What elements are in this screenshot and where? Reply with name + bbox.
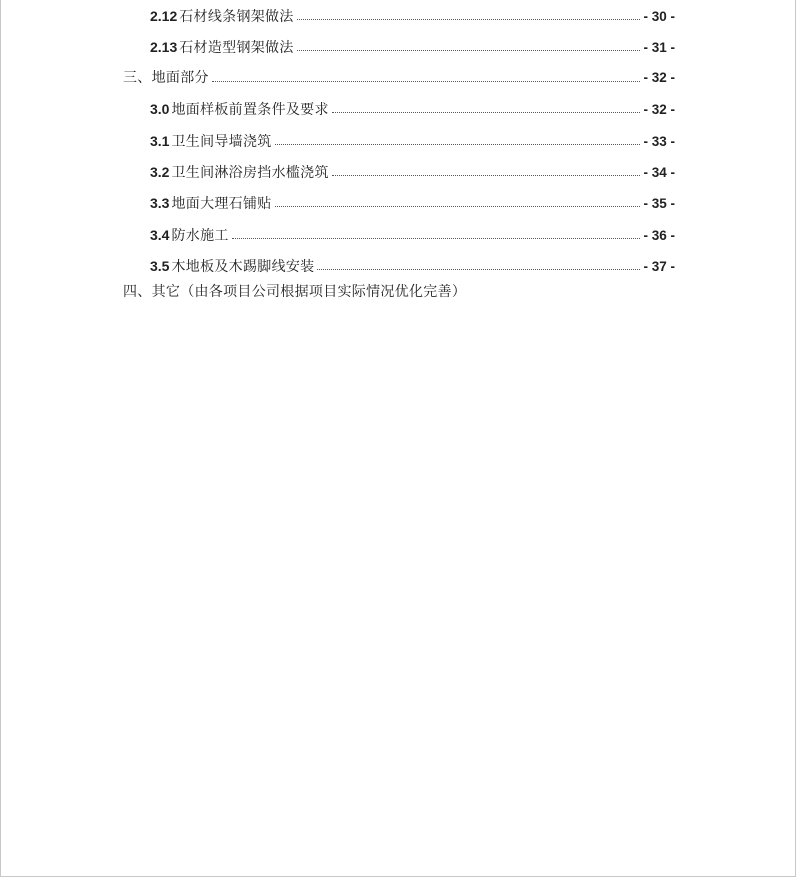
toc-entry-2-13[interactable]	[150, 36, 675, 58]
toc-dot-leader	[275, 143, 641, 145]
toc-page-number: - 37 -	[643, 259, 675, 274]
toc-page-number: - 30 -	[643, 9, 675, 24]
toc-entry-number: 2.13	[150, 39, 178, 55]
toc-page-number: - 32 -	[643, 70, 675, 85]
toc-entry-title: 石材线条钢架做法	[179, 9, 294, 25]
toc-entry-3-2[interactable]	[150, 161, 675, 183]
toc-dot-leader	[332, 111, 641, 113]
toc-entry-title: 防水施工	[171, 228, 229, 244]
toc-entry-title: 卫生间导墙浇筑	[171, 134, 272, 150]
toc-entry-3-1[interactable]	[150, 130, 675, 152]
toc-section-title: 三、地面部分	[123, 70, 209, 86]
toc-entry-3-0[interactable]	[150, 98, 675, 120]
toc-entry-number: 3.0	[150, 101, 170, 117]
toc-entry-title: 地面样板前置条件及要求	[171, 102, 329, 118]
toc-entry-3-3[interactable]	[150, 192, 675, 214]
toc-entry-title: 卫生间淋浴房挡水槛浇筑	[171, 165, 329, 181]
toc-dot-leader	[275, 205, 641, 207]
toc-entry-number: 3.4	[150, 227, 170, 243]
toc-page-number: - 33 -	[643, 134, 675, 149]
toc-section-floor[interactable]	[123, 67, 675, 89]
toc-dot-leader	[317, 268, 640, 270]
toc-entry-number: 3.2	[150, 164, 170, 180]
toc-entry-number: 2.12	[150, 8, 178, 24]
toc-dot-leader	[332, 174, 641, 176]
toc-entry-number: 3.1	[150, 133, 170, 149]
toc-dot-leader	[232, 237, 641, 239]
toc-entry-2-12[interactable]	[150, 5, 675, 27]
toc-dot-leader	[297, 49, 641, 51]
toc-entry-3-5[interactable]	[150, 255, 675, 277]
toc-entry-3-4[interactable]	[150, 224, 675, 246]
toc-entry-number: 3.3	[150, 195, 170, 211]
toc-entry-title: 石材造型钢架做法	[179, 40, 294, 56]
toc-entry-number: 3.5	[150, 258, 170, 274]
toc-entry-title: 地面大理石铺贴	[171, 196, 272, 212]
toc-section-other[interactable]: 四、其它（由各项目公司根据项目实际情况优化完善）	[123, 284, 467, 300]
toc-dot-leader	[297, 18, 641, 20]
toc-page-number: - 36 -	[643, 228, 675, 243]
toc-page-number: - 31 -	[643, 40, 675, 55]
toc-page-number: - 32 -	[643, 102, 675, 117]
toc-page-number: - 35 -	[643, 196, 675, 211]
toc-page-number: - 34 -	[643, 165, 675, 180]
toc-dot-leader	[212, 80, 641, 82]
toc-entry-title: 木地板及木踢脚线安装	[171, 259, 315, 275]
